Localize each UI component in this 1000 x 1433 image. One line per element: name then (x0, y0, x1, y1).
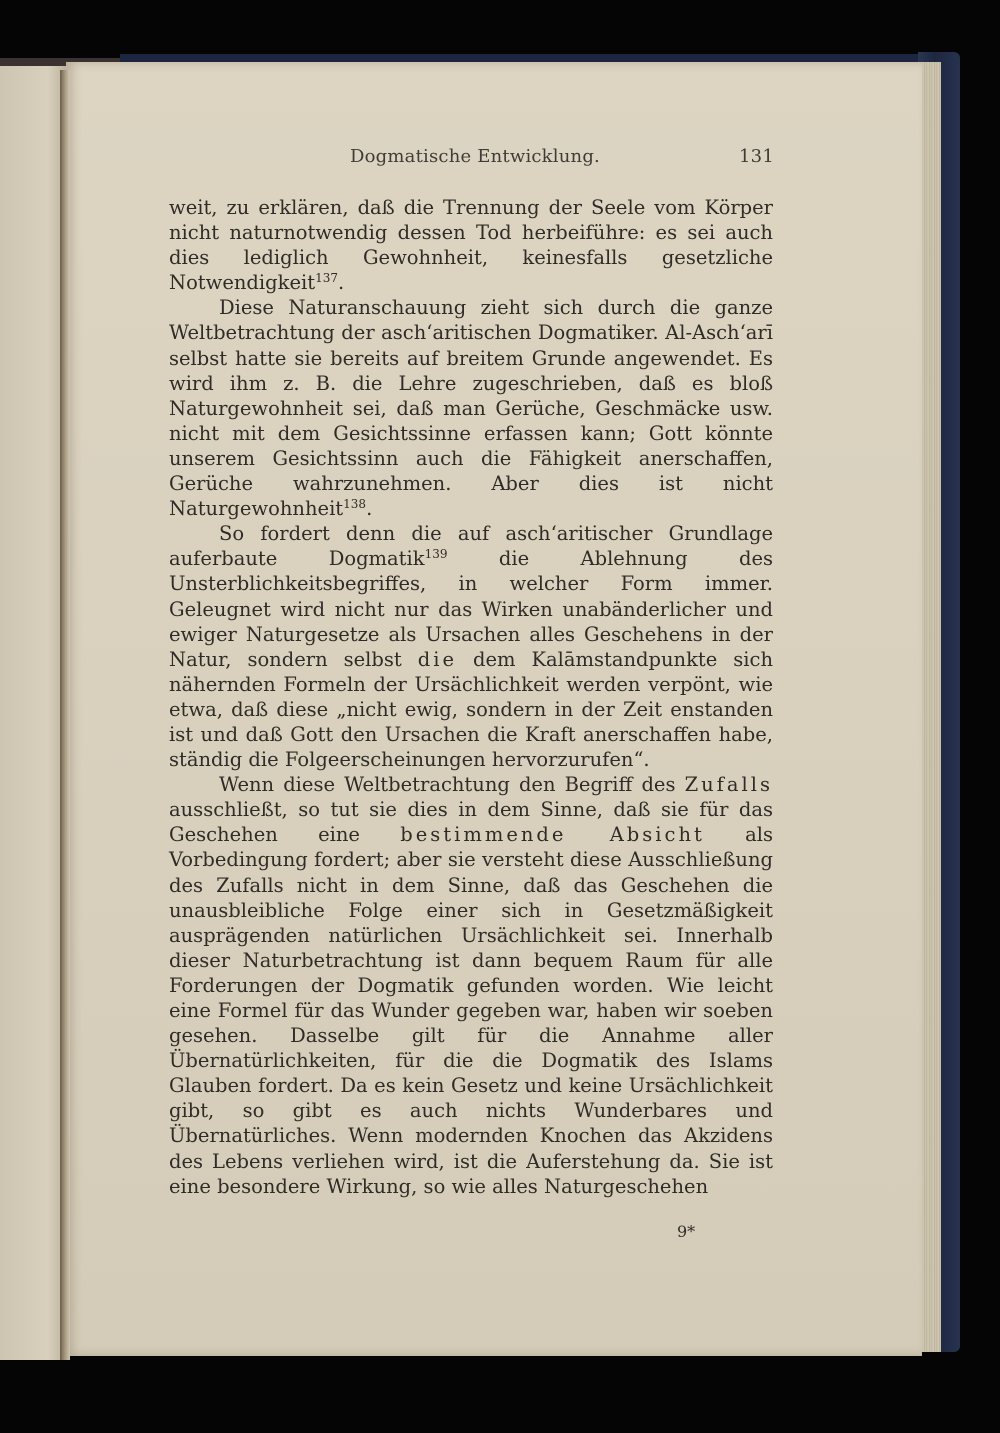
text-run: weit, zu erklären, daß die Trennung der Seele vom Körper nicht naturnotwendig dessen Tod herbeiführe: es sei auch dies lediglich Gewohnheit, keinesfalls gesetzliche Notwendigkeit (169, 196, 773, 295)
text-run: die Ablehnung des Unsterblichkeitsbegriffes, in welcher Form immer. Geleugnet wird nicht nur das Wirken unabänderlicher und ewiger Naturgesetze als Ursachen alles Geschehens in der Natur, sondern selbst (169, 547, 773, 671)
paragraph (169, 772, 773, 1199)
book-gutter (60, 70, 70, 1360)
text-run: . (366, 497, 373, 521)
signature-mark: 9* (677, 1222, 696, 1241)
left-page-edge (0, 66, 68, 1360)
paragraph (169, 195, 773, 295)
emphasized-text: die (417, 647, 457, 671)
footnote-reference: 138 (343, 497, 367, 512)
footnote-reference: 139 (424, 547, 448, 562)
text-run: Wenn diese Weltbetrachtung den Begriff des (219, 773, 685, 797)
text-run: ausschließt, so tut sie dies in dem Sinne, daß sie für das Geschehen eine (169, 798, 773, 847)
text-run: als Vorbedingung fordert; aber sie versteht diese Ausschließung des Zufalls nicht in dem Sinne, daß das Geschehen die unausbleibliche Folge einer sich in Gesetzmäßigkeit ausprägenden natürlichen Ursächlichkeit sei. Innerhalb dieser Naturbetrachtung ist dann bequem Raum für alle Forderungen der Dogmatik gefunden worden. Wie leicht eine Formel für das Wunder gegeben war, haben wir soeben gesehen. Dasselbe gilt für die Annahme aller Übernatürlichkeiten, für die die Dogmatik des Islams Glauben fordert. Da es kein Gesetz und keine Ursächlichkeit gibt, so gibt es auch nichts Wunderbares und Übernatürliches. Wenn modernden Knochen das Akzidens des Lebens verliehen wird, ist die Auferstehung da. Sie ist eine besondere Wirkung, so wie alles Naturgeschehen (169, 823, 773, 1198)
running-title: Dogmatische Entwicklung. (350, 146, 600, 167)
paragraph (169, 521, 773, 772)
text-run: Diese Naturanschauung zieht sich durch die ganze Weltbetrachtung der asch‘aritischen Dogmatiker. Al-Asch‘arī selbst hatte sie bereits auf breitem Grunde angewendet. Es wird ihm z. B. die Lehre zugeschrieben, daß es bloß Naturgewohnheit sei, daß man Gerüche, Geschmäcke usw. nicht mit dem Gesichtssinne erfassen kann; Gott könnte unserem Gesichtssinn auch die Fähigkeit anerschaffen, Gerüche wahrzunehmen. Aber dies ist nicht Naturgewohnheit (169, 296, 773, 521)
paragraph (169, 295, 773, 521)
text-run: dem Kalāmstandpunkte sich nähernden Formeln der Ursächlichkeit werden verpönt, wie etwa, daß diese „nicht ewig, sondern in der Zeit enstanden ist und daß Gott den Ursachen die Kraft anerschaffen habe, ständig die Folgeerscheinungen hervorzurufen“. (169, 647, 774, 772)
text-run: . (337, 271, 345, 295)
body-text (169, 195, 773, 1199)
emphasized-text: bestimmende Absicht (400, 823, 705, 847)
running-header (170, 146, 774, 176)
page-number: 131 (739, 146, 774, 167)
text-run: So fordert denn die auf asch‘aritischer Grundlage auferbaute Dogmatik (169, 522, 773, 571)
emphasized-text: Zufalls (684, 773, 773, 797)
footnote-reference: 137 (315, 271, 338, 286)
